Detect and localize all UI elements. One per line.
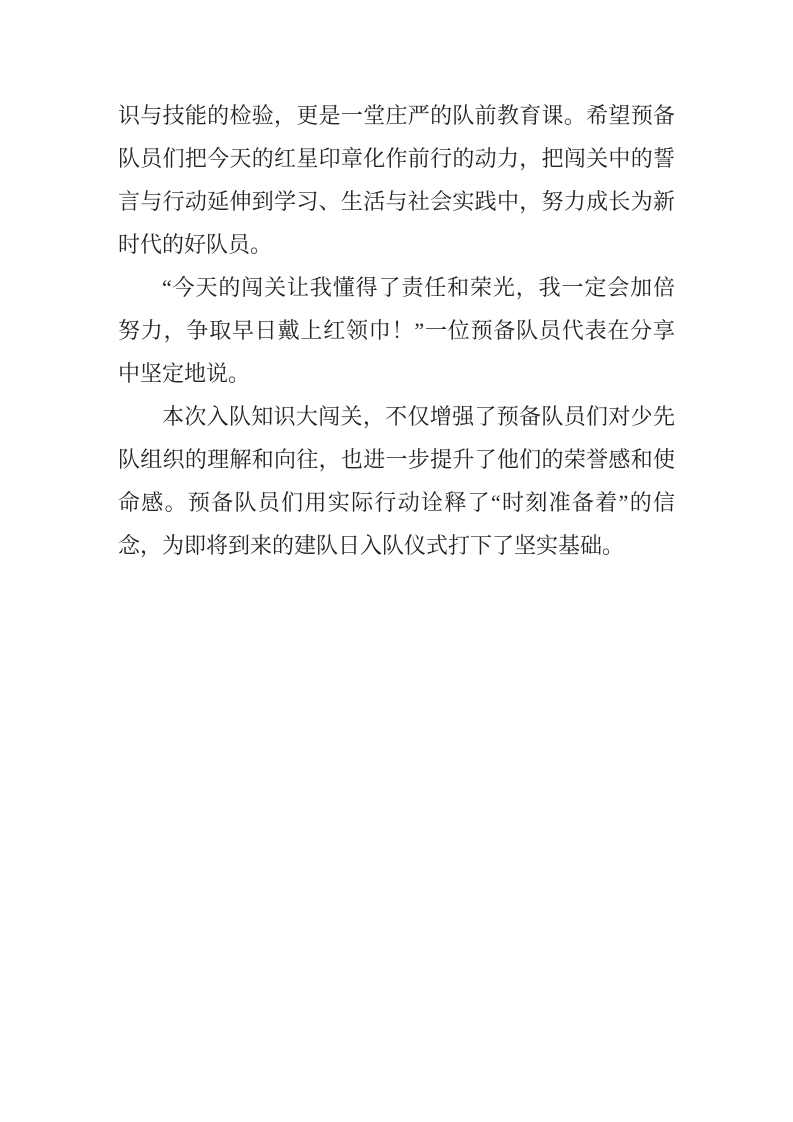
paragraph-quote: “今天的闯关让我懂得了责任和荣光，我一定会加倍努力，争取早日戴上红领巾！”一位预备队员代表在分享中坚定地说。	[118, 275, 675, 386]
paragraph-continuation: 识与技能的检验，更是一堂庄严的队前教育课。希望预备队员们把今天的红星印章化作前行的动力，把闯关中的誓言与行动延伸到学习、生活与社会实践中，努力成长为新时代的好队员。	[118, 103, 675, 257]
document-body	[118, 94, 675, 567]
paragraph-summary: 本次入队知识大闯关，不仅增强了预备队员们对少先队组织的理解和向往，也进一步提升了他们的荣誉感和使命感。预备队员们用实际行动诠释了“时刻准备着”的信念，为即将到来的建队日入队仪式打下了坚实基础。	[118, 404, 675, 558]
